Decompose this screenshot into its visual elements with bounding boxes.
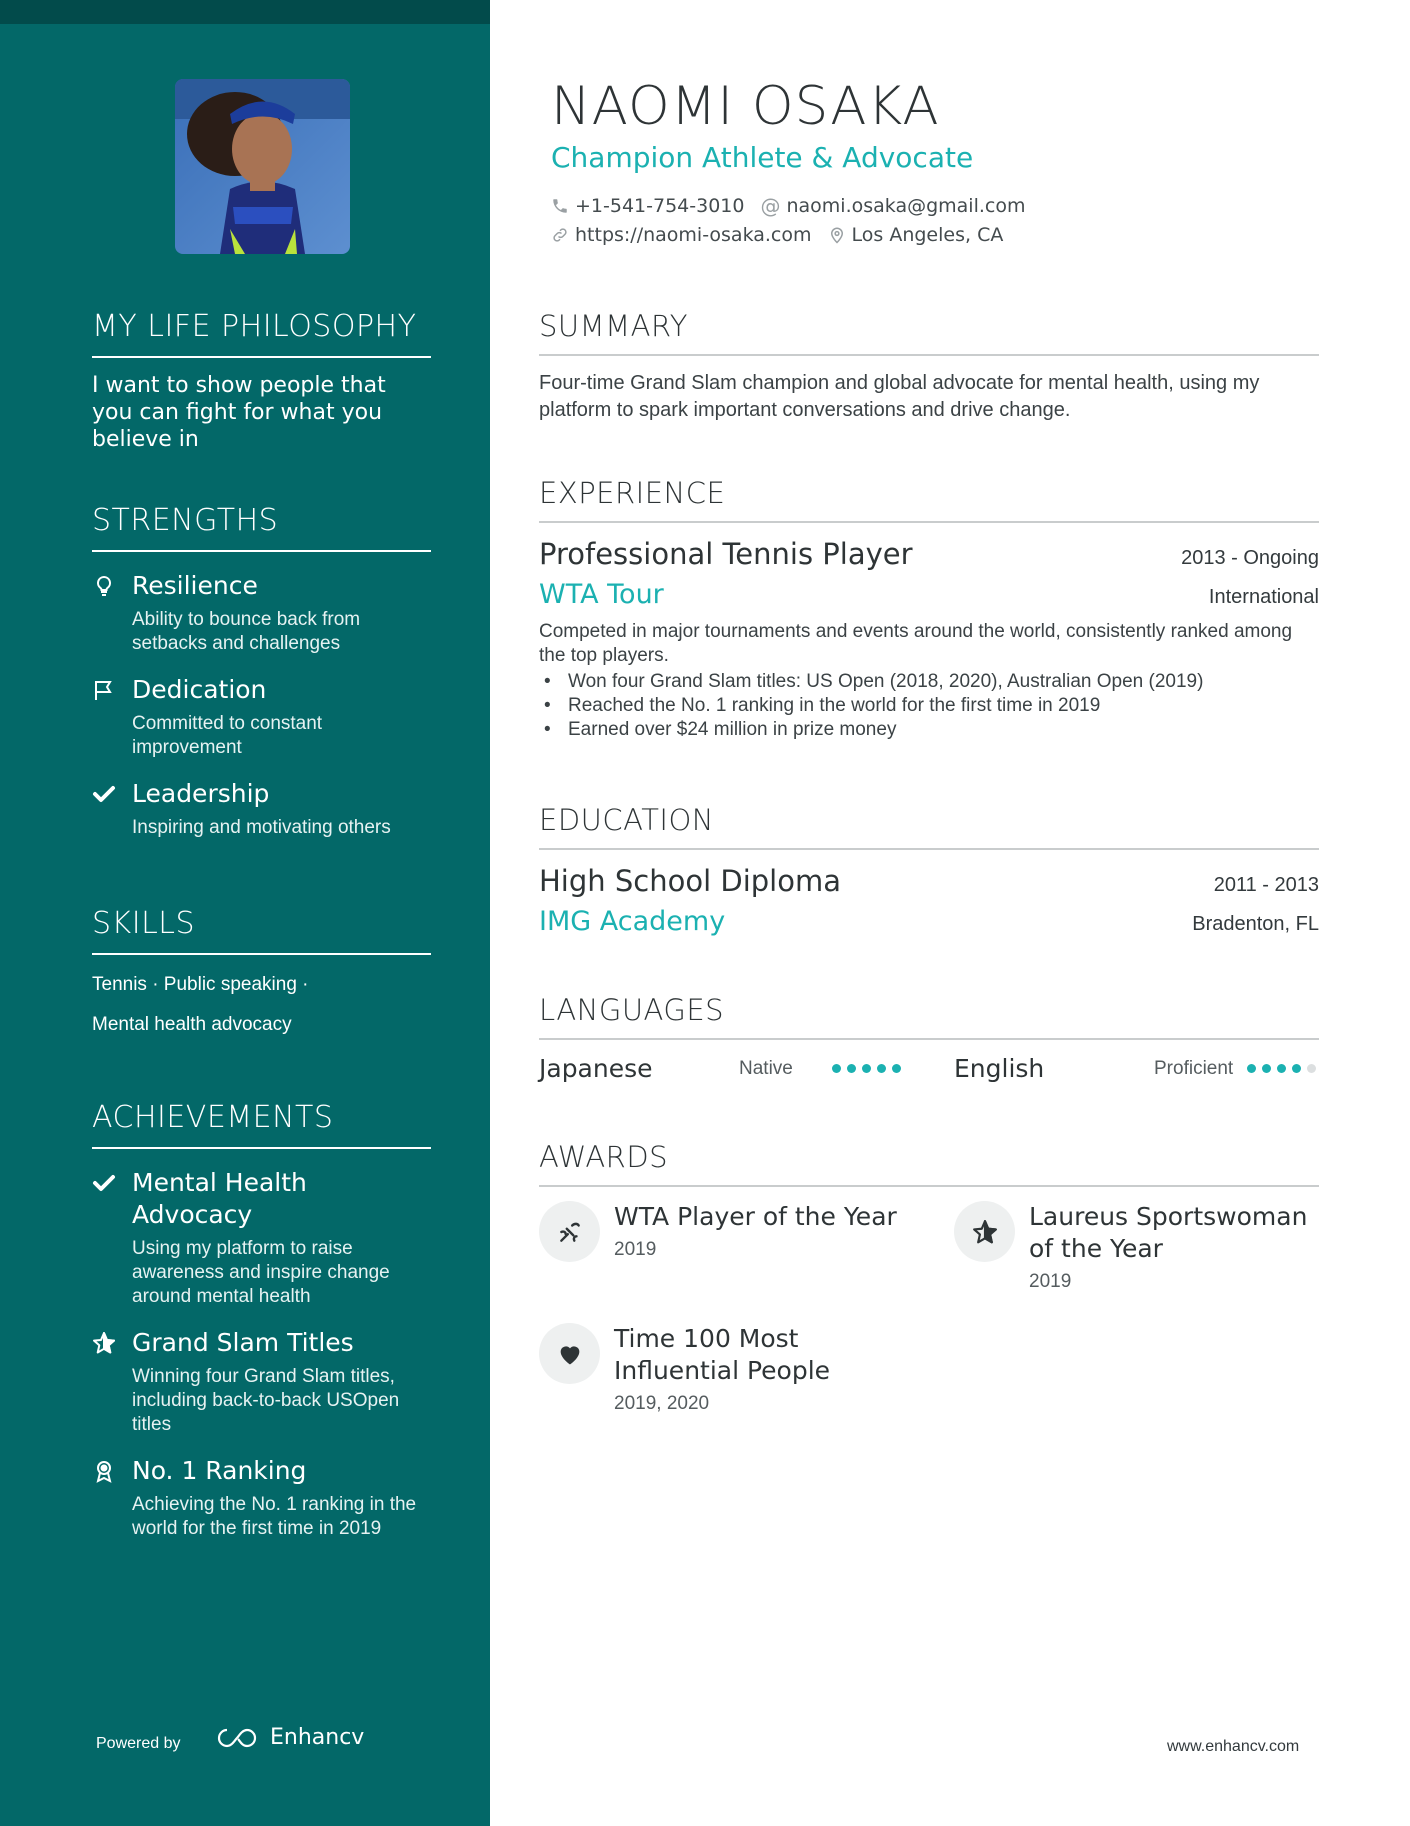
- education-heading: EDUCATION: [539, 803, 1319, 850]
- philosophy-text: I want to show people that you can fight for what you believe in: [92, 373, 386, 452]
- strength-title: Leadership: [132, 779, 270, 808]
- rating-dot: [847, 1064, 856, 1073]
- strength-item: [92, 674, 431, 760]
- contact-row: [551, 194, 1025, 218]
- achievement-title: Mental Health Advocacy: [132, 1168, 307, 1229]
- award-year: 2019: [614, 1239, 657, 1260]
- awards-section: [539, 1140, 1319, 1431]
- award-item: [539, 1201, 909, 1261]
- award-year: 2019, 2020: [614, 1393, 710, 1414]
- strength-desc: Inspiring and motivating others: [132, 817, 391, 838]
- language-name: English: [954, 1054, 1045, 1083]
- languages-row: [539, 1054, 1319, 1083]
- philosophy-heading: MY LIFE PHILOSOPHY: [92, 309, 431, 358]
- enhancv-logo-icon: [214, 1726, 260, 1750]
- award-icon-circle: [539, 1201, 600, 1262]
- strength-desc: Committed to constant improvement: [132, 713, 323, 758]
- strength-title: Resilience: [132, 571, 258, 600]
- summary-heading: SUMMARY: [539, 309, 1319, 356]
- achievement-desc: Winning four Grand Slam titles, including back-to-back USOpen titles: [132, 1366, 400, 1435]
- award-item: [954, 1201, 1324, 1293]
- star-icon: [972, 1219, 998, 1245]
- check-icon: [92, 782, 116, 806]
- experience-dates: 2013 - Ongoing: [1181, 547, 1319, 569]
- awards-grid: [539, 1201, 1319, 1431]
- language-rating: [1247, 1064, 1316, 1073]
- experience-org: WTA Tour: [539, 579, 664, 610]
- experience-bullet: • Reached the No. 1 ranking in the world for the first time in 2019: [539, 694, 1319, 718]
- phone-text: +1-541-754-3010: [575, 195, 745, 217]
- strength-item: [92, 778, 431, 840]
- rating-dot: [1262, 1064, 1271, 1073]
- heart-icon: [556, 1340, 584, 1368]
- rating-dot: [1292, 1064, 1301, 1073]
- link-icon: [551, 226, 569, 244]
- enhancv-brand-name: Enhancv: [270, 1725, 365, 1750]
- email-text: naomi.osaka@gmail.com: [786, 195, 1026, 217]
- sidebar-top-bar: [0, 0, 490, 24]
- experience-bullet: • Won four Grand Slam titles: US Open (2018, 2020), Australian Open (2019): [539, 670, 1319, 694]
- rating-dot: [862, 1064, 871, 1073]
- achievement-item: [92, 1167, 431, 1309]
- contact-email[interactable]: [760, 194, 1025, 218]
- strength-item: [92, 570, 431, 656]
- experience-location: International: [1208, 586, 1319, 608]
- education-section: [539, 803, 1319, 937]
- skills-line: Mental health advocacy: [92, 1014, 292, 1035]
- language-level: Proficient: [1154, 1057, 1234, 1079]
- philosophy-section: [92, 309, 431, 453]
- experience-bullets: [539, 670, 1319, 742]
- language-item: [954, 1054, 1319, 1083]
- flag-icon: [92, 678, 116, 702]
- candidate-title: Champion Athlete & Advocate: [551, 141, 974, 174]
- strength-title: Dedication: [132, 675, 267, 704]
- award-icon-circle: [954, 1201, 1015, 1262]
- experience-desc: Competed in major tournaments and events around the world, consistently ranked among the top players.: [539, 621, 1293, 666]
- achievement-item: [92, 1327, 431, 1437]
- website-text: https://naomi-osaka.com: [575, 224, 812, 246]
- rating-dot: [892, 1064, 901, 1073]
- education-title: High School Diploma: [539, 864, 841, 898]
- language-name: Japanese: [539, 1054, 653, 1083]
- education-org: IMG Academy: [539, 906, 726, 937]
- award-title: Time 100 Most Influential People: [614, 1324, 831, 1385]
- contact-row: [551, 224, 1003, 246]
- achievements-section: [92, 1100, 431, 1541]
- experience-section: [539, 476, 1319, 742]
- powered-by-label: Powered by: [96, 1735, 181, 1752]
- languages-section: [539, 993, 1319, 1083]
- candidate-name: NAOMI OSAKA: [551, 76, 940, 137]
- achievement-title: No. 1 Ranking: [132, 1456, 307, 1485]
- strengths-section: [92, 503, 431, 840]
- sidebar: [0, 0, 490, 1826]
- rating-dot: [1247, 1064, 1256, 1073]
- star-icon: [92, 1331, 116, 1355]
- contact-location: [828, 224, 1004, 246]
- experience-heading: EXPERIENCE: [539, 476, 1319, 523]
- trophy-swirl-icon: [557, 1219, 583, 1245]
- experience-title: Professional Tennis Player: [539, 537, 913, 571]
- experience-entry: [539, 537, 1319, 742]
- achievement-title: Grand Slam Titles: [132, 1328, 354, 1357]
- languages-heading: LANGUAGES: [539, 993, 1319, 1040]
- phone-icon: [551, 197, 569, 215]
- language-level: Native: [739, 1057, 793, 1079]
- achievement-item: [92, 1455, 431, 1541]
- rating-dot: [1277, 1064, 1286, 1073]
- at-icon: @: [760, 194, 781, 218]
- skills-heading: SKILLS: [92, 906, 431, 955]
- achievement-desc: Using my platform to raise awareness and inspire change around mental health: [132, 1238, 390, 1307]
- language-item: [539, 1054, 954, 1083]
- enhancv-logo[interactable]: [214, 1725, 364, 1750]
- education-entry: [539, 864, 1319, 937]
- award-item: [539, 1323, 909, 1415]
- skills-section: [92, 906, 431, 1037]
- skills-line: Tennis · Public speaking ·: [92, 974, 309, 995]
- award-title: Laureus Sportswoman of the Year: [1029, 1202, 1308, 1263]
- contact-website[interactable]: [551, 224, 812, 246]
- award-icon-circle: [539, 1323, 600, 1384]
- lightbulb-icon: [92, 574, 116, 598]
- language-rating: [832, 1064, 901, 1073]
- check-icon: [92, 1171, 116, 1195]
- award-year: 2019: [1029, 1271, 1072, 1292]
- rating-dot: [1307, 1064, 1316, 1073]
- strengths-heading: STRENGTHS: [92, 503, 431, 552]
- location-text: Los Angeles, CA: [851, 224, 1004, 246]
- contact-phone[interactable]: [551, 195, 744, 217]
- summary-text: Four-time Grand Slam champion and global advocate for mental health, using my platform to spark important conversations and drive change.: [539, 372, 1260, 421]
- rating-dot: [877, 1064, 886, 1073]
- achievement-desc: Achieving the No. 1 ranking in the world for the first time in 2019: [132, 1494, 417, 1539]
- award-medal-icon: [92, 1459, 116, 1483]
- profile-photo: [175, 79, 350, 254]
- education-dates: 2011 - 2013: [1213, 874, 1319, 896]
- awards-heading: AWARDS: [539, 1140, 1319, 1187]
- summary-section: [539, 309, 1319, 424]
- footer-url[interactable]: www.enhancv.com: [1167, 1738, 1300, 1755]
- strength-desc: Ability to bounce back from setbacks and challenges: [132, 609, 361, 654]
- experience-bullet: • Earned over $24 million in prize money: [539, 718, 1319, 742]
- location-pin-icon: [828, 226, 846, 244]
- rating-dot: [832, 1064, 841, 1073]
- achievements-heading: ACHIEVEMENTS: [92, 1100, 431, 1149]
- award-title: WTA Player of the Year: [614, 1202, 897, 1231]
- education-location: Bradenton, FL: [1192, 913, 1319, 935]
